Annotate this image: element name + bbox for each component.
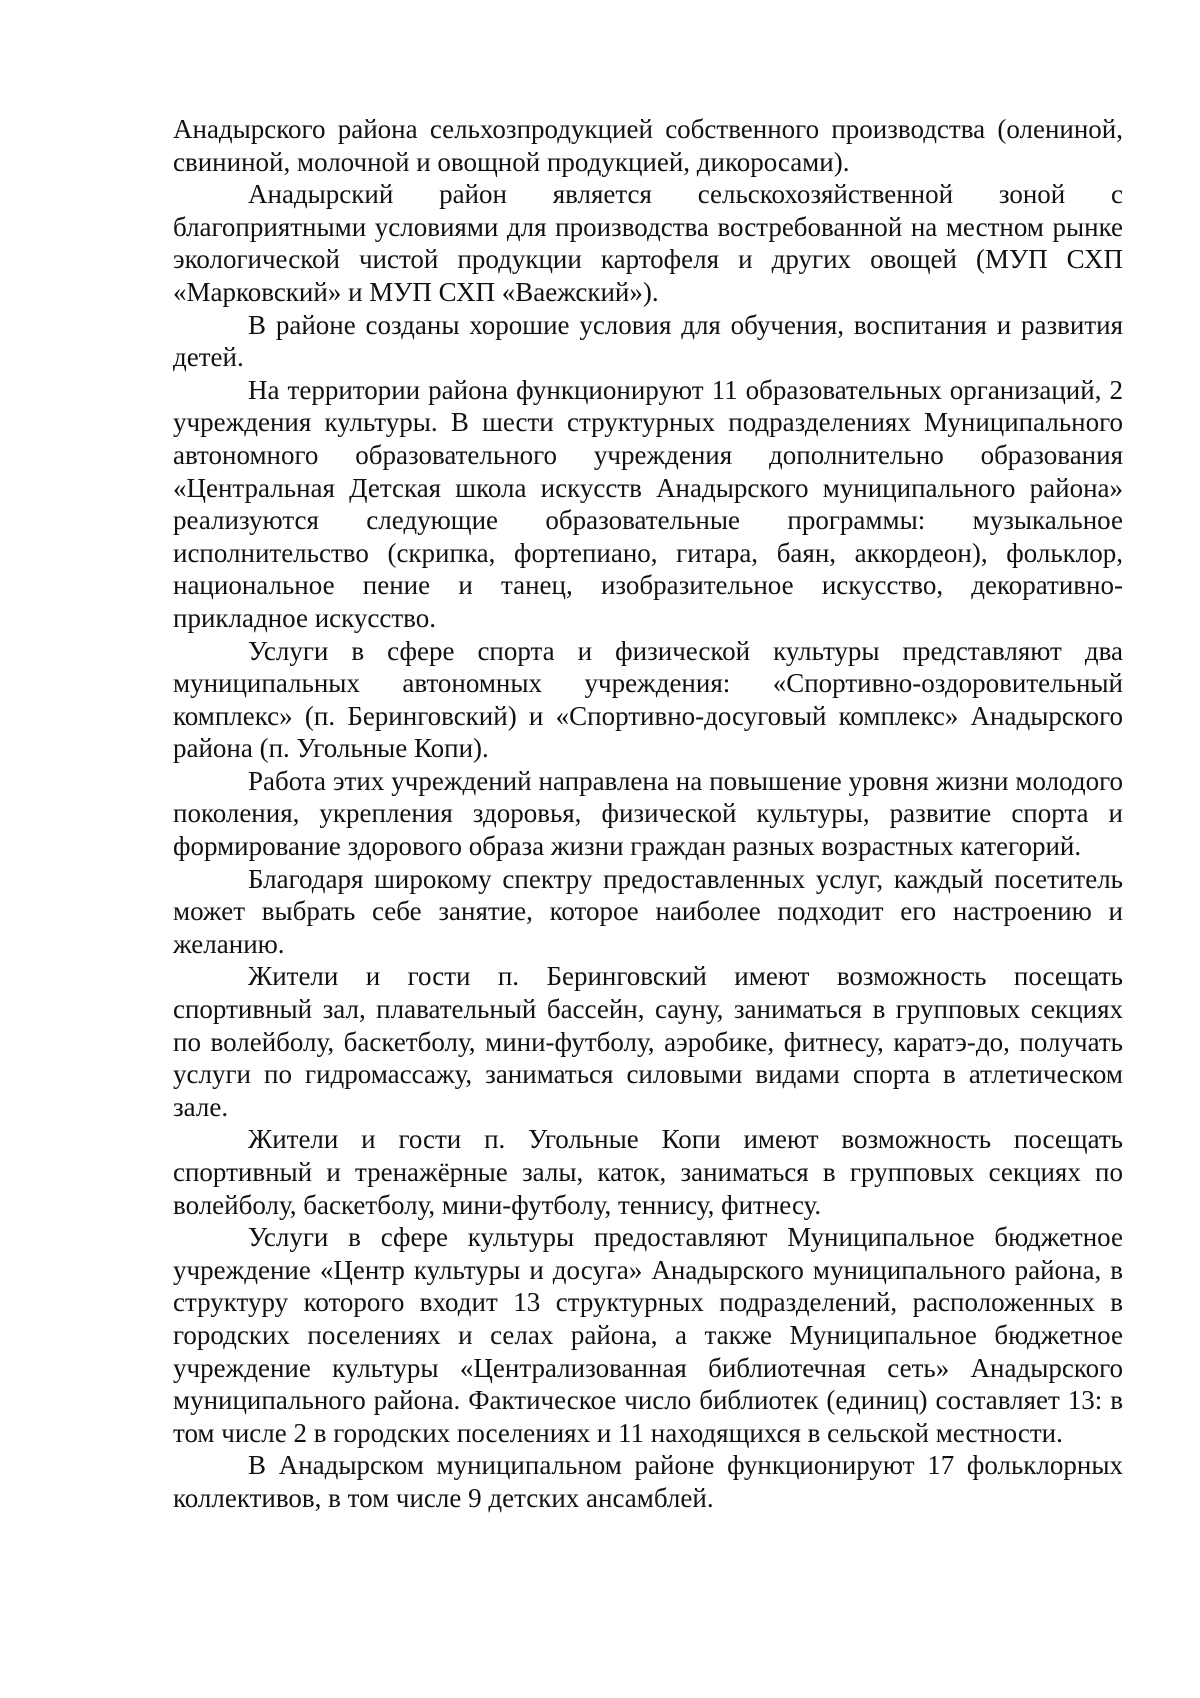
paragraph-ugolnye-kopi: Жители и гости п. Угольные Копи имеют возможность посещать спортивный и тренажёрные залы, каток, заниматься в групповых секциях по волейболу, баскетболу, мини-футболу, теннису, фитнесу. <box>173 1124 1123 1220</box>
paragraph-sport-services: Услуги в сфере спорта и физической культуры представляют два муниципальных автономных учреждения: «Спортивно-оздоровительный комплекс» (п. Беринговский) и «Спортивно-досуговый комплекс» Анадырского района (п. Угольные Копи). <box>173 635 1123 764</box>
paragraph-culture-services: Услуги в сфере культуры предоставляют Муниципальное бюджетное учреждение «Центр культуры и досуга» Анадырского муниципального района, в структуру которого входит 13 структурных подразделений, расположенных в городских поселениях и селах района, а также Муниципальное бюджетное учреждение культуры «Централизованная библиотечная сеть» Анадырского муниципального района. Фактическое число библиотек (единиц) составляет 13: в том числе 2 в городских поселениях и 11 находящихся в сельской местности. <box>173 1222 1123 1448</box>
paragraph-beringovsky: Жители и гости п. Беринговский имеют возможность посещать спортивный зал, плавательный бассейн, сауну, заниматься в групповых секциях по волейболу, баскетболу, мини-футболу, аэробике, фитнесу, каратэ-до, получать услуги по гидромассажу, заниматься силовыми видами спорта в атлетическом зале. <box>173 961 1123 1122</box>
paragraph-institutions-work: Работа этих учреждений направлена на повышение уровня жизни молодого поколения, укрепления здоровья, физической культуры, развитие спорта и формирование здорового образа жизни граждан разных возрастных категорий. <box>173 765 1123 862</box>
paragraph-education: На территории района функционируют 11 образовательных организаций, 2 учреждения культуры. В шести структурных подразделениях Муниципального автономного образовательного учреждения дополнительно образования «Центральная Детская школа искусств Анадырского муниципального района» реализуются следующие образовательные программы: музыкальное исполнительство (скрипка, фортепиано, гитара, баян, аккордеон), фольклор, национальное пение и танец, изобразительное искусство, декоративно-прикладное искусство. <box>173 374 1123 633</box>
document-body <box>173 113 1123 1515</box>
paragraph-children-conditions: В районе созданы хорошие условия для обучения, воспитания и развития детей. <box>173 309 1123 373</box>
paragraph-folklore: В Анадырском муниципальном районе функционируют 17 фольклорных коллективов, в том числе 9 детских ансамблей. <box>173 1450 1123 1513</box>
paragraph-agriculture-zone: Анадырский район является сельскохозяйственной зоной с благоприятными условиями для производства востребованной на местном рынке экологической чистой продукции картофеля и других овощей (МУП СХП «Марковский» и МУП СХП «Ваежский»). <box>173 179 1123 307</box>
paragraph-services-range: Благодаря широкому спектру предоставленных услуг, каждый посетитель может выбрать себе занятие, которое наиболее подходит его настроению и желанию. <box>173 863 1123 959</box>
paragraph-continuation: Анадырского района сельхозпродукцией собственного производства (олениной, свининой, молочной и овощной продукцией, дикоросами). <box>173 114 1123 177</box>
